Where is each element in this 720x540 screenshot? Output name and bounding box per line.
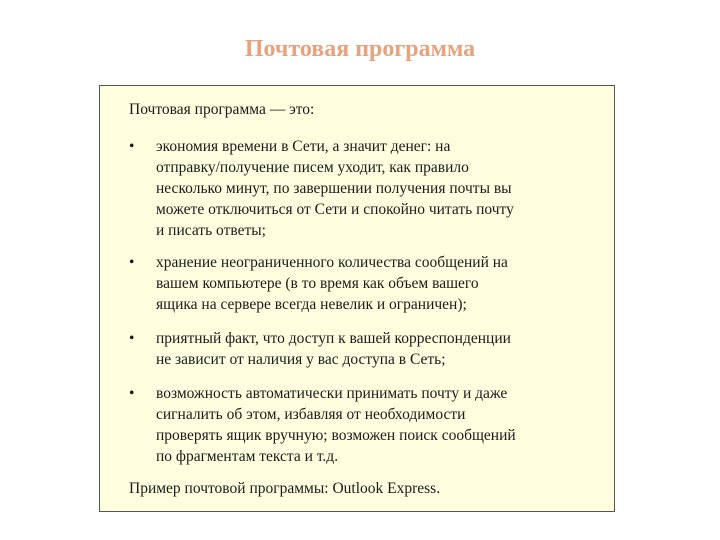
bullet-line: сигналить об этом, избавляя от необходимости	[156, 406, 466, 423]
bullet-text	[156, 252, 569, 315]
bullet-item-time-savings	[129, 136, 569, 241]
bullet-line: не зависит от наличия у вас доступа в Сеть;	[156, 351, 446, 368]
bullet-icon: •	[129, 385, 135, 402]
bullet-icon: •	[129, 330, 135, 347]
intro-text: Почтовая программа — это:	[129, 101, 315, 118]
bullet-text	[156, 136, 569, 241]
bullet-line: отправку/получение писем уходит, как правило	[156, 159, 469, 176]
bullet-icon: •	[129, 138, 135, 155]
bullet-line: несколько минут, по завершении получения почты вы	[156, 180, 512, 197]
outro-text: Пример почтовой программы: Outlook Express.	[129, 480, 441, 497]
bullet-line: приятный факт, что доступ к вашей корреспонденции	[156, 330, 511, 347]
slide-title: Почтовая программа	[244, 36, 476, 62]
bullet-line: и писать ответы;	[156, 222, 266, 239]
bullet-line: экономия времени в Сети, а значит денег: на	[156, 138, 451, 155]
bullet-text	[156, 383, 569, 467]
bullet-line: возможность автоматически принимать почту и даже	[156, 385, 508, 402]
bullet-line: вашем компьютере (в то время как объем вашего	[156, 275, 479, 292]
bullet-line: ящика на сервере всегда невелик и ограничен);	[156, 296, 467, 313]
bullet-item-unlimited-storage	[129, 252, 569, 315]
bullet-line: хранение неограниченного количества сообщений на	[156, 254, 508, 271]
bullet-text	[156, 328, 569, 370]
content-box	[99, 85, 615, 512]
bullet-line: можете отключиться от Сети и спокойно читать почту	[156, 201, 514, 218]
bullet-line: проверять ящик вручную; возможен поиск сообщений	[156, 427, 516, 444]
bullet-item-offline-access	[129, 328, 569, 370]
bullet-item-auto-receive	[129, 383, 569, 467]
bullet-icon: •	[129, 254, 135, 271]
bullet-line: по фрагментам текста и т.д.	[156, 448, 339, 465]
